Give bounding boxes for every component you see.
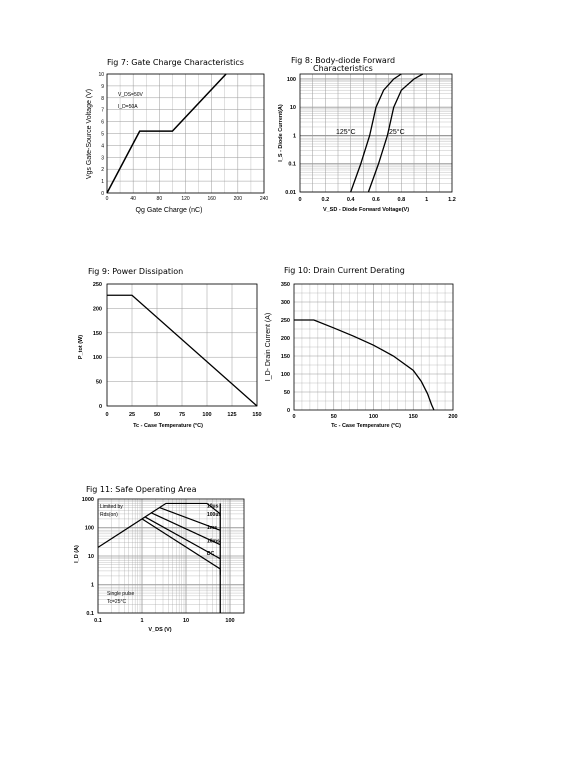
fig7-ytick-4: 4 xyxy=(101,143,104,150)
fig8-ytick-0: 0.01 xyxy=(285,190,296,196)
fig10-ytick-4: 200 xyxy=(280,336,290,342)
fig8-xtick-1: 0.2 xyxy=(321,197,330,203)
fig11-annotation-limited-2: Rds(on) xyxy=(100,512,118,518)
fig8-grid xyxy=(300,74,452,192)
fig8-ylabel: I_S - Diode Current(A) xyxy=(278,104,284,162)
fig8-ytick-4: 100 xyxy=(286,76,296,83)
fig8-xtick-3: 0.6 xyxy=(372,197,380,203)
fig11-svg xyxy=(0,480,562,650)
fig8-xlabel: V_SD - Diode Forward Voltage(V) xyxy=(322,207,410,213)
fig11-label-10ms: 10ms xyxy=(206,538,220,545)
fig10-ytick-6: 300 xyxy=(280,300,290,306)
fig7-xtick-5: 200 xyxy=(233,196,243,202)
fig7-ylabel: Vgs Gate-Source Voltage (V) xyxy=(86,88,93,180)
fig8-xtick-6: 1.2 xyxy=(448,197,456,203)
fig11-ytick-0: 0.1 xyxy=(86,611,94,617)
fig7-xtick-0: 0 xyxy=(105,196,109,202)
fig8-xtick-0: 0 xyxy=(298,197,302,203)
fig8-svg xyxy=(0,0,562,240)
fig7-ytick-3: 3 xyxy=(101,155,104,162)
fig8-title-line1: Fig 8: Body-diode Forward xyxy=(291,56,396,65)
fig11-xtick-3: 100 xyxy=(225,618,235,624)
fig7-xtick-1: 40 xyxy=(130,196,136,202)
fig8-xtick-5: 1 xyxy=(425,197,429,203)
fig10-ytick-0: 0 xyxy=(286,408,290,414)
fig9-ytick-0: 0 xyxy=(98,404,102,410)
fig7-annotation-vds: V_DS=50V xyxy=(118,92,143,98)
fig11-ylabel: I_D (A) xyxy=(74,545,80,563)
fig11-yticks xyxy=(82,497,94,617)
fig9-ytick-3: 150 xyxy=(92,330,102,337)
fig7-ytick-0: 0 xyxy=(101,191,104,197)
fig11-xlabel: V_DS (V) xyxy=(148,627,172,633)
fig9-ytick-5: 250 xyxy=(92,282,102,288)
fig10-title: Fig 10: Drain Current Derating xyxy=(284,266,405,275)
fig8-xtick-2: 0.4 xyxy=(346,197,355,203)
fig10-chart xyxy=(0,260,562,450)
fig11-ytick-4: 1000 xyxy=(81,497,94,503)
fig9-xtick-2: 50 xyxy=(153,412,161,418)
fig9-xtick-3: 75 xyxy=(178,412,186,418)
fig10-ytick-3: 150 xyxy=(280,354,290,360)
fig10-xtick-4: 200 xyxy=(448,414,458,420)
fig8-ytick-1: 0.1 xyxy=(288,161,296,168)
fig7-xtick-4: 160 xyxy=(207,196,216,202)
fig11-annotation-pulse-1: Single pulse xyxy=(107,591,135,597)
fig10-ytick-7: 350 xyxy=(280,282,290,288)
fig8-series-lines xyxy=(351,74,423,192)
fig10-ytick-2: 100 xyxy=(280,372,290,378)
fig10-ytick-1: 50 xyxy=(283,390,290,396)
fig8-ytick-2: 1 xyxy=(292,133,296,140)
fig7-ytick-5: 5 xyxy=(101,131,104,138)
fig7-ytick-10: 10 xyxy=(98,72,104,78)
fig8-xtick-4: 0.8 xyxy=(397,197,406,203)
fig9-ytick-2: 100 xyxy=(92,355,102,362)
fig7-ytick-6: 6 xyxy=(101,119,104,126)
fig9-xtick-1: 25 xyxy=(128,412,136,418)
fig10-xlabel: Tc - Case Temperature (°C) xyxy=(331,423,401,429)
fig11-ytick-1: 1 xyxy=(90,582,94,589)
fig11-xtick-0: 0.1 xyxy=(94,618,102,624)
fig7-xtick-2: 80 xyxy=(156,196,163,202)
fig10-grid xyxy=(294,284,453,410)
fig8-yticks xyxy=(285,77,296,196)
fig8-ytick-3: 10 xyxy=(289,105,296,112)
fig7-xtick-6: 240 xyxy=(259,196,269,202)
fig9-ytick-4: 200 xyxy=(92,306,102,313)
fig11-label-DC: DC xyxy=(206,550,215,557)
fig11-ytick-3: 100 xyxy=(84,525,94,532)
fig11-xticks xyxy=(94,618,234,624)
fig11-xtick-1: 1 xyxy=(140,618,144,624)
fig7-ytick-9: 9 xyxy=(101,83,104,90)
fig9-ytick-1: 50 xyxy=(95,379,102,386)
fig11-label-10us: 10us xyxy=(206,503,219,510)
fig7-xtick-3: 120 xyxy=(181,196,190,202)
fig10-xtick-0: 0 xyxy=(292,414,296,420)
fig11-xtick-2: 10 xyxy=(182,618,190,624)
fig7-ytick-1: 1 xyxy=(101,179,104,186)
fig7-annotation-id: I_D=50A xyxy=(118,104,138,110)
fig11-chart xyxy=(0,480,562,650)
fig9-xtick-4: 100 xyxy=(202,412,212,418)
fig11-ytick-2: 10 xyxy=(87,554,94,560)
fig8-legend-125c: 125°C xyxy=(336,129,356,136)
fig7-title: Fig 7: Gate Charge Characteristics xyxy=(107,58,244,67)
fig10-xtick-1: 50 xyxy=(330,414,337,420)
fig7-ytick-2: 2 xyxy=(101,167,104,174)
fig9-title: Fig 9: Power Dissipation xyxy=(88,267,184,276)
fig11-title: Fig 11: Safe Operating Area xyxy=(86,485,197,494)
fig7-ytick-7: 7 xyxy=(101,107,104,114)
fig10-xtick-2: 100 xyxy=(368,414,379,420)
fig10-ytick-5: 250 xyxy=(280,318,290,324)
fig11-label-100us: 100us xyxy=(206,512,222,519)
fig8-title-line2: Characteristics xyxy=(313,64,373,73)
fig9-xtick-6: 150 xyxy=(252,412,262,418)
fig9-xtick-0: 0 xyxy=(105,412,109,418)
fig10-xticks xyxy=(292,414,457,420)
fig11-annotation-limited-1: Limited by xyxy=(100,504,123,510)
fig9-ylabel: P_tot (W) xyxy=(78,334,84,360)
fig8-chart xyxy=(0,0,562,240)
fig9-xtick-5: 125 xyxy=(227,412,237,418)
fig10-xtick-3: 150 xyxy=(408,414,418,420)
fig10-ylabel: I_D- Drain Current (A) xyxy=(265,312,272,382)
fig10-yticks xyxy=(281,282,290,414)
fig9-xlabel: Tc - Case Temperature (°C) xyxy=(133,423,203,429)
fig7-xlabel: Qg Gate Charge (nC) xyxy=(135,207,203,214)
fig10-svg xyxy=(0,260,562,450)
fig7-ytick-8: 8 xyxy=(101,95,104,102)
fig11-label-1ms: 1ms xyxy=(206,524,218,531)
fig11-annotation-pulse-2: Tc=25°C xyxy=(107,599,127,605)
fig8-legend-25c: 25°C xyxy=(389,129,405,136)
fig8-xticks xyxy=(298,197,455,203)
